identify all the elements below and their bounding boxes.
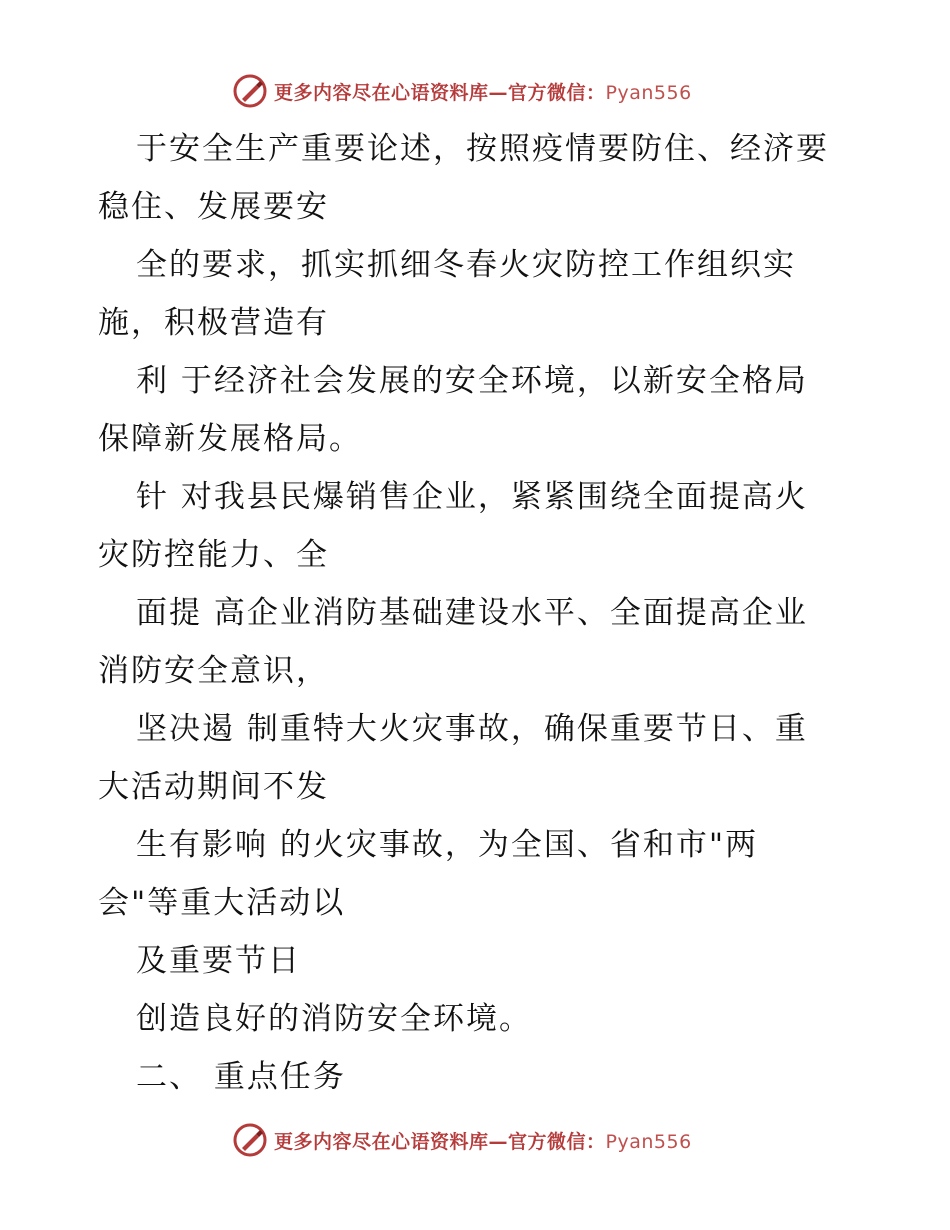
text-line: 大活动期间不发 (98, 769, 329, 805)
text-line: 全的要求，抓实抓细冬春火灾防控工作组织实 (136, 247, 796, 283)
text-line: 二、 重点任务 (136, 1059, 346, 1095)
header-watermark (232, 73, 692, 109)
footer-watermark (232, 1122, 692, 1158)
text-line: 及重要节日 (136, 943, 301, 979)
text-line: 施，积极营造有 (98, 305, 329, 341)
text-line: 灾防控能力、全 (98, 537, 329, 573)
text-line: 会"等重大活动以 (98, 885, 346, 921)
watermark-text: 更多内容尽在心语资料库—官方微信：Pyan556 (274, 81, 692, 104)
watermark-text: 更多内容尽在心语资料库—官方微信：Pyan556 (274, 1130, 692, 1153)
text-line: 消防安全意识， (98, 653, 329, 689)
text-line: 保障新发展格局。 (98, 421, 362, 457)
text-line: 坚决遏 制重特大火灾事故，确保重要节日、重 (136, 711, 808, 747)
text-line: 稳住、发展要安 (98, 189, 329, 225)
pen-logo-icon (232, 73, 268, 109)
text-line: 面提 高企业消防基础建设水平、全面提高企业 (136, 595, 808, 631)
text-line: 于安全生产重要论述，按照疫情要防住、经济要 (136, 131, 829, 167)
text-line: 针 对我县民爆销售企业，紧紧围绕全面提高火 (136, 479, 808, 515)
pen-logo-icon (232, 1122, 268, 1158)
text-line: 生有影响 的火灾事故，为全国、省和市"两 (136, 827, 759, 863)
document-body (98, 120, 878, 1106)
text-line: 创造良好的消防安全环境。 (136, 1001, 532, 1037)
text-line: 利 于经济社会发展的安全环境，以新安全格局 (136, 363, 808, 399)
